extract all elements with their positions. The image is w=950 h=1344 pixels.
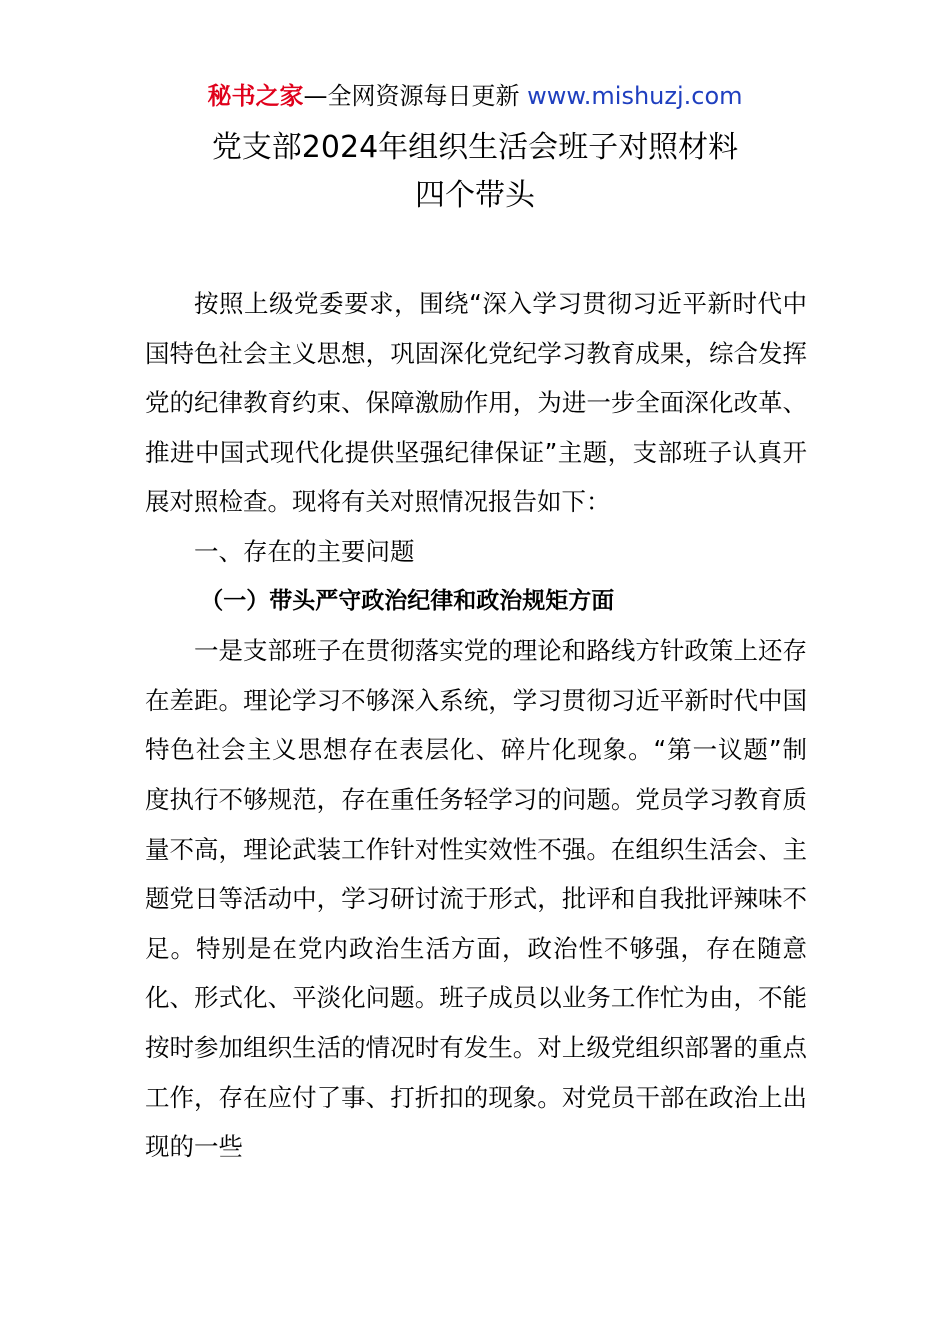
document-title: 党支部2024年组织生活会班子对照材料 <box>211 130 739 165</box>
body-paragraph: 一是支部班子在贯彻落实党的理论和路线方针政策上还存在差距。理论学习不够深入系统，学习贯彻习近平新时代中国特色社会主义思想存在表层化、碎片化现象。“第一议题”制度执行不够规范，存在重任务轻学习的问题。党员学习教育质量不高，理论武装工作针对性实效性不强。在组织生活会、主题党日等活动中，学习研讨流于形式，批评和自我批评辣味不足。特别是在党内政治生活方面，政治性不够强，存在随意化、形式化、平淡化问题。班子成员以业务工作忙为由，不能按时参加组织生活的情况时有发生。对上级党组织部署的重点工作，存在应付了事、打折扣的现象。对党员干部在政治上出现的一些 <box>145 636 807 1162</box>
intro-paragraph: 按照上级党委要求，围绕“深入学习贯彻习近平新时代中国特色社会主义思想，巩固深化党纪学习教育成果，综合发挥党的纪律教育约束、保障激励作用，为进一步全面深化改革、推进中国式现代化提供坚强纪律保证”主题，支部班子认真开展对照检查。现将有关对照情况报告如下： <box>145 289 807 517</box>
site-header <box>0 80 950 112</box>
subsection-heading: （一）带头严守政治纪律和政治规矩方面 <box>200 587 615 614</box>
section-heading: 一、存在的主要问题 <box>194 536 415 566</box>
header-tagline: —全网资源每日更新 <box>303 82 528 110</box>
brand-name: 秘书之家 <box>207 82 304 110</box>
document-subtitle: 四个带头 <box>415 178 535 213</box>
document-body <box>145 279 807 1172</box>
site-url-link[interactable]: www.mishuzj.com <box>527 82 743 110</box>
